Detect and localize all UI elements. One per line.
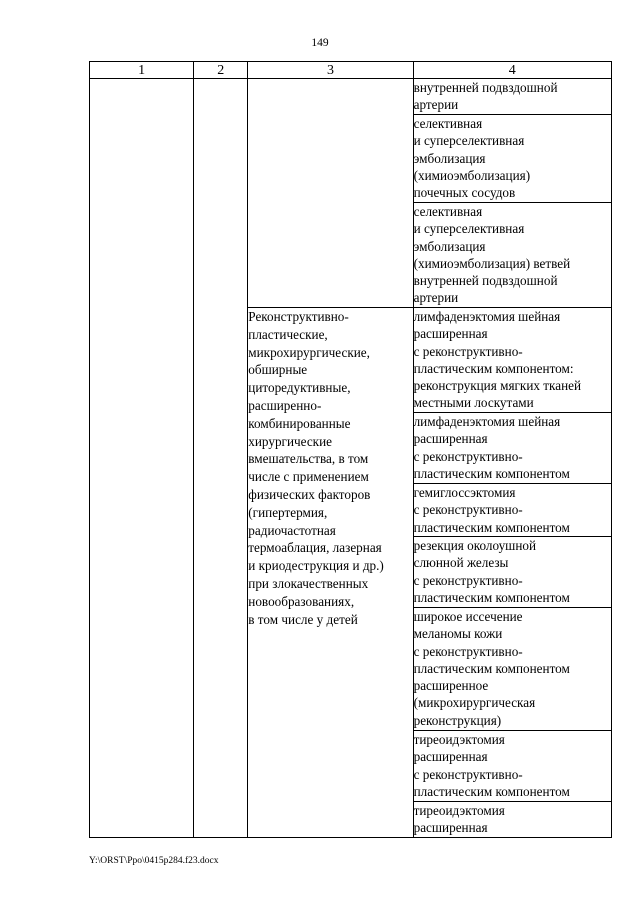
procedure-text: тиреоидэктомия расширенная с реконструктивно- пластическим компонентом [413, 732, 570, 799]
procedure-cell [413, 731, 611, 802]
procedure-cell [413, 203, 611, 308]
column-2-cell [194, 79, 248, 838]
procedure-cell [413, 484, 611, 537]
procedure-text: лимфаденэктомия шейная расширенная с реконструктивно- пластическим компонентом [413, 414, 570, 481]
table-header-row [90, 62, 612, 79]
procedure-cell [413, 608, 611, 731]
procedure-text: лимфаденэктомия шейная расширенная с реконструктивно- пластическим компонентом: реконструкция мягких тканей местными лоскутами [413, 309, 582, 411]
procedure-text: гемиглоссэктомия с реконструктивно- пластическим компонентом [413, 485, 570, 535]
procedure-text: внутренней подвздошной артерии [413, 80, 558, 113]
procedure-text: тиреоидэктомия расширенная [413, 803, 505, 836]
procedure-cell [413, 537, 611, 608]
procedure-cell [413, 79, 611, 115]
page-number: 149 [311, 37, 329, 49]
column-1-cell [90, 79, 194, 838]
column-header-3: 3 [248, 62, 413, 79]
column-3-empty-cell [248, 79, 413, 308]
procedure-cell [413, 115, 611, 203]
table-row [90, 79, 612, 115]
procedure-cell [413, 802, 611, 838]
intervention-description-cell [248, 308, 413, 838]
procedure-text: селективная и суперселективная эмболизация (химиоэмболизация) почечных сосудов [413, 116, 531, 201]
intervention-description-text: Реконструктивно- пластические, микрохирургические, обширные циторедуктивные, расширенно- комбинированные хирургические вмешательства, в том числе с применением физических факторов (гипертермия, радиочастотная термоаблация, лазерная и криодеструкция и др.) при злокачественных новообразованиях, в том числе у детей [248, 309, 384, 627]
procedures-table [89, 61, 612, 838]
procedure-cell [413, 308, 611, 413]
procedure-cell [413, 413, 611, 484]
column-header-2: 2 [194, 62, 248, 79]
footer-file-path: Y:\ORST\Ppo\0415p284.f23.docx [89, 856, 219, 866]
column-header-4: 4 [413, 62, 611, 79]
column-header-1: 1 [90, 62, 194, 79]
procedure-text: селективная и суперселективная эмболизация (химиоэмболизация) ветвей внутренней подвздошной артерии [413, 204, 571, 306]
procedure-text: резекция околоушной слюнной железы с реконструктивно- пластическим компонентом [413, 538, 570, 605]
procedure-text: широкое иссечение меланомы кожи с реконструктивно- пластическим компонентом расширенное (микрохирургическая реконструкция) [413, 609, 570, 728]
